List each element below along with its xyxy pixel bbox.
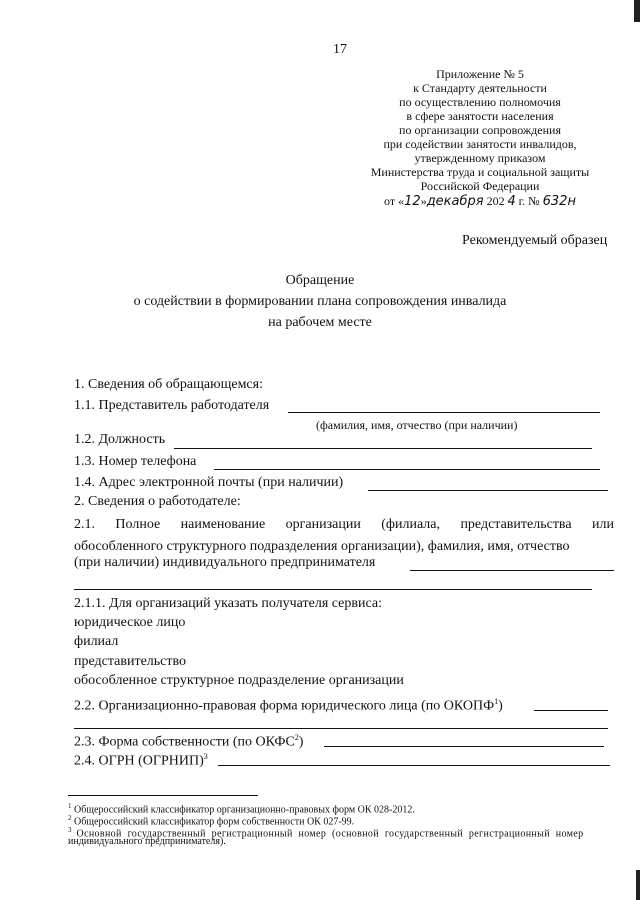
- appendix-line: Министерства труда и социальной защиты: [370, 165, 590, 179]
- appendix-line: утвержденному приказом: [414, 151, 546, 165]
- field-label-employer-rep: 1.1. Представитель работодателя: [74, 398, 270, 413]
- field-line-okfs[interactable]: [324, 746, 604, 747]
- footnote-2: $^2$ Общероссийский классификатор форм собственности ОК 027-99.: [68, 814, 355, 828]
- field-label-fullname-line1: 2.1. Полное наименование организации (филиала, представительства или: [74, 517, 614, 532]
- document-title: Обращение о содействии в формировании плана сопровождения инвалида на рабочем месте: [133, 273, 507, 330]
- appendix-block: [350, 67, 610, 209]
- field-label-fullname-line3: (при наличии) индивидуального предпринимателя: [74, 555, 376, 570]
- section-2-heading: 2. Сведения о работодателе:: [74, 494, 241, 509]
- date-month: декабря: [426, 194, 484, 209]
- appendix-line: к Стандарту деятельности: [413, 81, 547, 95]
- field-line-okopf-1[interactable]: [534, 710, 608, 711]
- option-branch[interactable]: филиал: [74, 634, 119, 649]
- field-line-email[interactable]: [368, 490, 608, 491]
- field-label-okopf: 2.2. Организационно-правовая форма юридического лица (по ОКОПФ$^1$): [74, 697, 503, 714]
- appendix-line: в сфере занятости населения: [406, 109, 554, 123]
- field-line-phone[interactable]: [214, 469, 600, 470]
- footnote-separator: [68, 795, 258, 796]
- footnote-1: $^1$ Общероссийский классификатор организационно-правовых форм ОК 028-2012.: [68, 802, 415, 816]
- field-label-fullname-line2: обособленного структурного подразделения организации), фамилия, имя, отчество: [74, 539, 570, 554]
- scan-edge-top: [634, 0, 640, 22]
- appendix-line: при содействии занятости инвалидов,: [383, 137, 577, 151]
- section-1-heading: 1. Сведения об обращающемся:: [74, 377, 263, 392]
- appendix-line: Приложение № 5: [436, 67, 524, 81]
- field-label-ogrn: 2.4. ОГРН (ОГРНИП)$^3$: [74, 752, 208, 769]
- field-line-ogrn[interactable]: [218, 765, 610, 766]
- appendix-line: по организации сопровождения: [399, 123, 561, 137]
- option-separate-subdivision[interactable]: обособленное структурное подразделение организации: [74, 673, 404, 688]
- footnote-3: $^3$ Основной государственный регистрационный номер (основной государственный регистрационный номер: [68, 826, 584, 840]
- field-label-okfs: 2.3. Форма собственности (по ОКФС$^2$): [74, 733, 304, 750]
- option-representation[interactable]: представительство: [74, 654, 187, 669]
- date-year: 4: [507, 194, 516, 209]
- date-day: 12: [404, 194, 421, 209]
- service-recipient-heading: 2.1.1. Для организаций указать получателя сервиса:: [74, 596, 382, 611]
- field-line-fullname-1[interactable]: [410, 570, 614, 571]
- field-hint-name: (фамилия, имя, отчество (при наличии): [316, 418, 518, 432]
- field-line-employer-rep[interactable]: [288, 412, 600, 413]
- field-label-email: 1.4. Адрес электронной почты (при наличии): [74, 475, 344, 490]
- page-number: 17: [333, 42, 347, 57]
- field-label-phone: 1.3. Номер телефона: [74, 454, 197, 469]
- field-label-position: 1.2. Должность: [74, 432, 166, 447]
- scan-edge-bottom: [636, 870, 640, 900]
- order-number: 632н: [542, 194, 576, 209]
- recommended-sample-label: Рекомендуемый образец: [462, 233, 608, 248]
- field-line-position[interactable]: [174, 448, 592, 449]
- field-line-okopf-2[interactable]: [74, 728, 608, 729]
- footnote-3-continued: индивидуального предпринимателя).: [68, 836, 226, 847]
- appendix-line: по осуществлению полномочия: [399, 95, 561, 109]
- appendix-date: от «12»декабря 202 4 г. № 632н: [384, 194, 576, 209]
- appendix-line: Российской Федерации: [420, 179, 540, 193]
- option-legal-entity[interactable]: юридическое лицо: [74, 615, 186, 630]
- field-line-fullname-2[interactable]: [74, 589, 592, 590]
